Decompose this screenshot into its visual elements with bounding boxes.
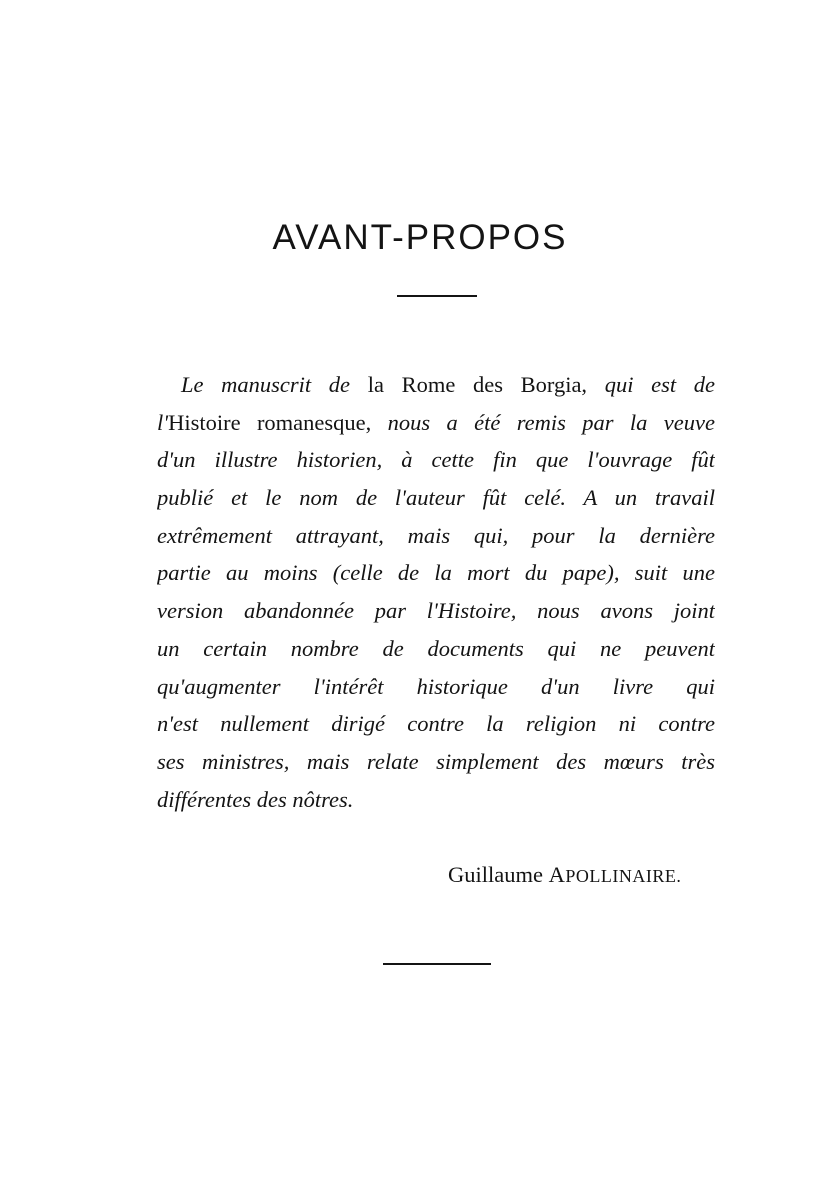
author-last-name: APOLLINAIRE.: [548, 862, 682, 887]
paragraph-line: [157, 592, 715, 630]
paragraph-line: [157, 630, 715, 668]
paragraph-text: n'est nullement dirigé contre la religion ni contre: [157, 711, 715, 737]
paragraph-text: différentes des nôtres.: [157, 786, 354, 812]
paragraph-text: version abandonnée par l'Histoire, nous avons joint: [157, 598, 715, 624]
closing-divider: [383, 963, 491, 965]
author-first-name: Guillaume: [448, 862, 543, 887]
paragraph-line: [157, 781, 715, 819]
paragraph-text: Le manuscrit de: [181, 372, 368, 397]
paragraph-line: [157, 705, 715, 743]
paragraph-line: [157, 404, 715, 442]
page-title: AVANT-PROPOS: [272, 218, 568, 257]
paragraph-text: partie au moins (celle de la mort du pape), suit une: [157, 560, 715, 586]
paragraph-line: [157, 668, 715, 706]
paragraph-line: [157, 366, 715, 404]
paragraph-line: [157, 554, 715, 592]
paragraph-text: qu'augmenter l'intérêt historique d'un livre qui: [157, 673, 715, 699]
paragraph-text: un certain nombre de documents qui ne peuvent: [157, 635, 715, 661]
paragraph-text: l': [157, 409, 169, 435]
paragraph-text: ses ministres, mais relate simplement des mœurs très: [157, 748, 715, 774]
paragraph-text: extrêmement attrayant, mais qui, pour la dernière: [157, 522, 715, 548]
paragraph-line: [157, 441, 715, 479]
paragraph-text: qui est de: [587, 372, 715, 397]
paragraph-line: [157, 479, 715, 517]
title-reference: Histoire romanesque,: [168, 409, 372, 435]
title-divider: [397, 295, 477, 297]
title-reference: la Rome des Borgia,: [367, 372, 588, 397]
foreword-paragraph: [157, 366, 715, 818]
paragraph-line: [157, 743, 715, 781]
paragraph-text: nous a été remis par la veuve: [371, 409, 715, 435]
paragraph-text: publié et le nom de l'auteur fût celé. A un travail: [157, 485, 715, 511]
author-signature: [448, 857, 681, 894]
paragraph-text: d'un illustre historien, à cette fin que l'ouvrage fût: [157, 447, 715, 473]
paragraph-line: [157, 517, 715, 555]
